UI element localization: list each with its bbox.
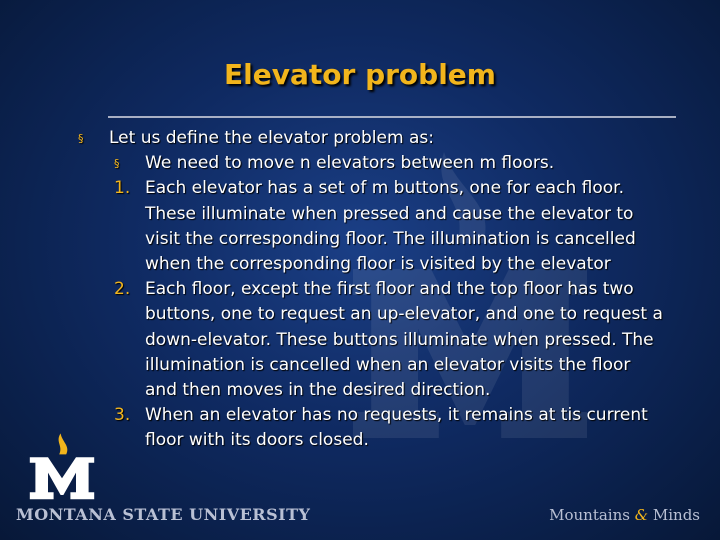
bullet-item bbox=[78, 151, 663, 176]
bullet-item bbox=[78, 126, 663, 151]
bullet-text: Each elevator has a set of m buttons, one for each floor. These illuminate when pressed and cause the elevator to visit the corresponding floor. The illumination is cancelled when the corresponding floor is visited by the elevator bbox=[145, 178, 636, 275]
slide-title: Elevator problem bbox=[224, 58, 496, 91]
tagline-left: Mountains bbox=[549, 506, 630, 524]
square-bullet-icon: § bbox=[114, 157, 120, 171]
university-wordmark: MONTANA STATE UNIVERSITY bbox=[16, 505, 311, 524]
slide-body bbox=[78, 126, 663, 454]
item-number: 3. bbox=[114, 405, 131, 426]
numbered-item bbox=[78, 277, 663, 403]
tagline bbox=[549, 506, 700, 524]
bullet-text: When an elevator has no requests, it remains at tis current floor with its doors closed. bbox=[145, 405, 648, 451]
tagline-right: Minds bbox=[652, 506, 700, 524]
title-divider bbox=[108, 116, 676, 118]
numbered-item bbox=[78, 403, 663, 453]
numbered-item bbox=[78, 176, 663, 277]
item-number: 1. bbox=[114, 178, 131, 199]
tagline-ampersand: & bbox=[634, 506, 649, 524]
msu-m-logo-icon bbox=[26, 432, 98, 502]
item-number: 2. bbox=[114, 279, 131, 300]
bullet-text: We need to move n elevators between m floors. bbox=[145, 153, 555, 174]
square-bullet-icon: § bbox=[78, 132, 84, 145]
bullet-text: Let us define the elevator problem as: bbox=[109, 128, 434, 148]
bullet-text: Each floor, except the first floor and the top floor has two buttons, one to request an up-elevator, and one to request a down-elevator. These buttons illuminate when pressed. The illumination is cancelled when an elevator visits the floor and then moves in the desired direction. bbox=[145, 279, 663, 401]
